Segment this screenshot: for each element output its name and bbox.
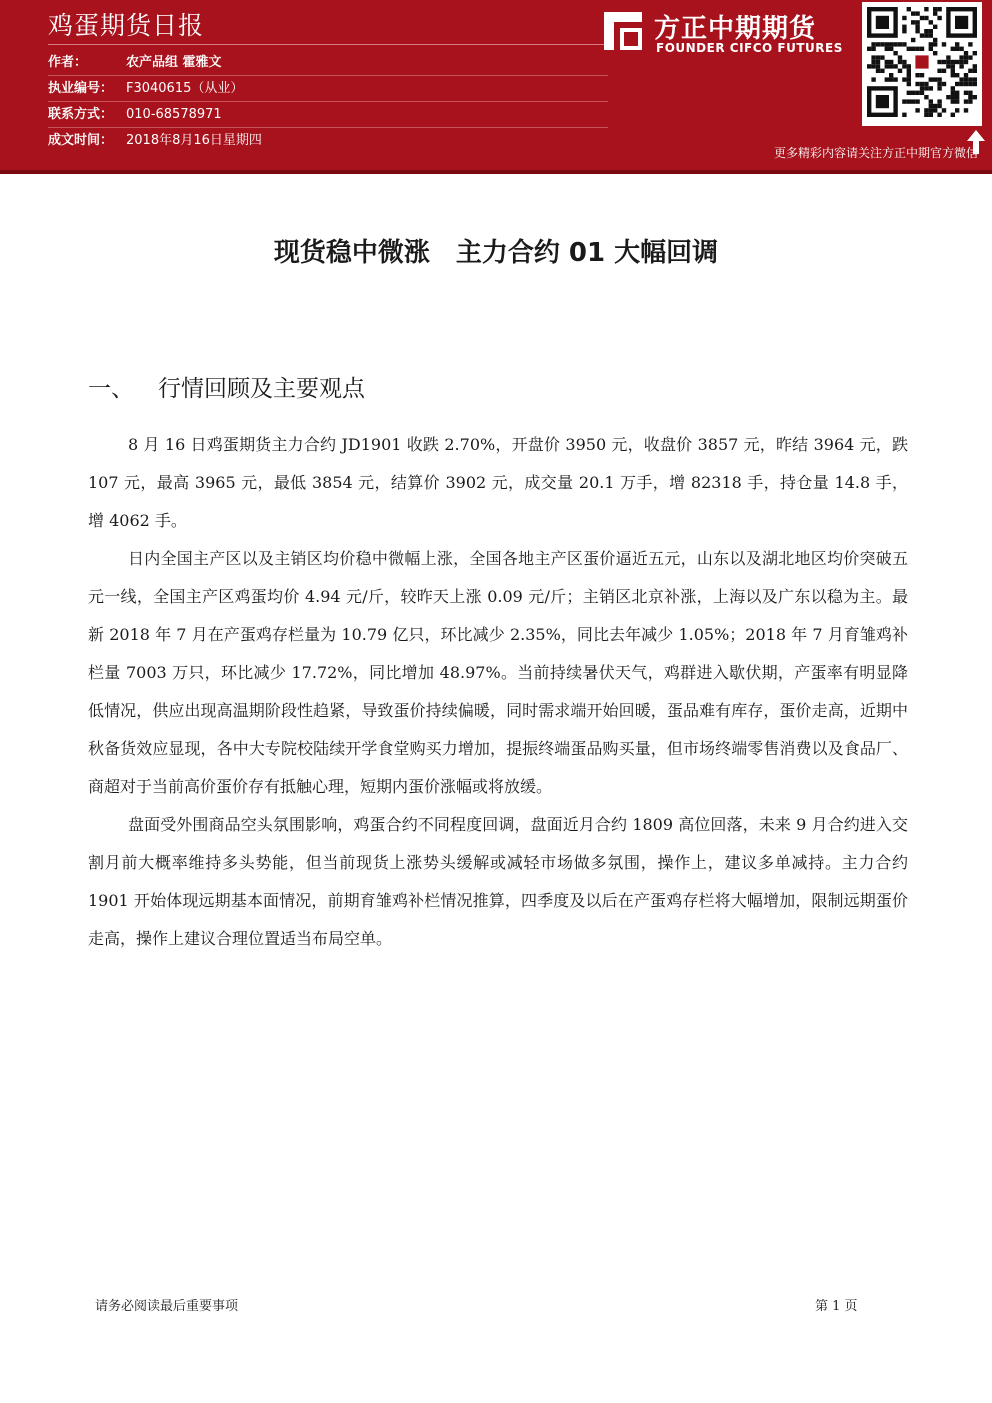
- section-title: 行情回顾及主要观点: [158, 376, 365, 402]
- section-heading: [88, 370, 365, 403]
- meta-author-value: 农产品组 霍雅文: [126, 55, 222, 70]
- logo-chinese-name: 方正中期期货: [654, 14, 817, 44]
- footer-notice: 请务必阅读最后重要事项: [95, 1299, 239, 1314]
- meta-author-label: 作者：: [48, 55, 88, 70]
- header-bottom-rule: [0, 170, 992, 174]
- author-meta: [48, 50, 608, 154]
- meta-license: [48, 76, 608, 102]
- section-number: 一、: [88, 376, 134, 402]
- meta-contact: [48, 102, 608, 128]
- meta-date-label: 成文时间：: [48, 133, 114, 148]
- meta-license-value: F3040615（从业）: [126, 81, 244, 96]
- report-title: 鸡蛋期货日报: [48, 11, 205, 40]
- meta-license-label: 执业编号：: [48, 81, 114, 96]
- meta-date: [48, 128, 608, 154]
- title-divider: [48, 44, 608, 45]
- founder-logo-icon: [600, 8, 646, 54]
- meta-author: [48, 50, 608, 76]
- report-headline: 现货稳中微涨 主力合约 01 大幅回调: [273, 238, 719, 268]
- report-header-band: [0, 0, 992, 170]
- wechat-qr-code: [862, 2, 982, 126]
- meta-date-value: 2018年8月16日星期四: [126, 133, 262, 148]
- report-body: [88, 426, 908, 958]
- paragraph-strategy: 盘面受外围商品空头氛围影响，鸡蛋合约不同程度回调，盘面近月合约 1809 高位回落，未来 9 月合约进入交割月前大概率维持多头势能，但当前现货上涨势头缓解或减轻市场做多氛围，操作上，建议多单减持。主力合约 1901 开始体现远期基本面情况，前期育雏鸡补栏情况推算，四季度及以后在产蛋鸡存栏将大幅增加，限制远期蛋价走高，操作上建议合理位置适当布局空单。: [88, 815, 908, 948]
- company-logo: [600, 8, 860, 63]
- follow-wechat-text: 更多精彩内容请关注方正中期官方微信: [773, 146, 978, 160]
- logo-english-name: FOUNDER CIFCO FUTURES: [656, 41, 843, 55]
- page-number: 第 1 页: [815, 1299, 858, 1314]
- meta-contact-label: 联系方式：: [48, 107, 114, 122]
- qr-code-icon: [862, 2, 982, 126]
- paragraph-market-summary: 8 月 16 日鸡蛋期货主力合约 JD1901 收跌 2.70%，开盘价 3950 元，收盘价 3857 元，昨结 3964 元，跌 107 元，最高 3965 元，最低 3854 元，结算价 3902 元，成交量 20.1 万手，增 82318 手，持仓量 14.8 手，增 4062 手。: [88, 435, 908, 530]
- meta-contact-value: 010-68578971: [126, 107, 222, 122]
- paragraph-spot-analysis: 日内全国主产区以及主销区均价稳中微幅上涨，全国各地主产区蛋价逼近五元，山东以及湖北地区均价突破五元一线，全国主产区鸡蛋均价 4.94 元/斤，较昨天上涨 0.09 元/斤；主销区北京补涨，上海以及广东以稳为主。最新 2018 年 7 月在产蛋鸡存栏量为 10.79 亿只，环比减少 2.35%，同比去年减少 1.05%；2018 年 7 月育雏鸡补栏量 7003 万只，环比减少 17.72%，同比增加 48.97%。当前持续暑伏天气，鸡群进入歇伏期，产蛋率有明显降低情况，供应出现高温期阶段性趋紧，导致蛋价持续偏暖，同时需求端开始回暖，蛋品难有库存，蛋价走高，近期中秋备货效应显现，各中大专院校陆续开学食堂购买力增加，提振终端蛋品购买量，但市场终端零售消费以及食品厂、商超对于当前高价蛋价存有抵触心理，短期内蛋价涨幅或将放缓。: [88, 549, 908, 796]
